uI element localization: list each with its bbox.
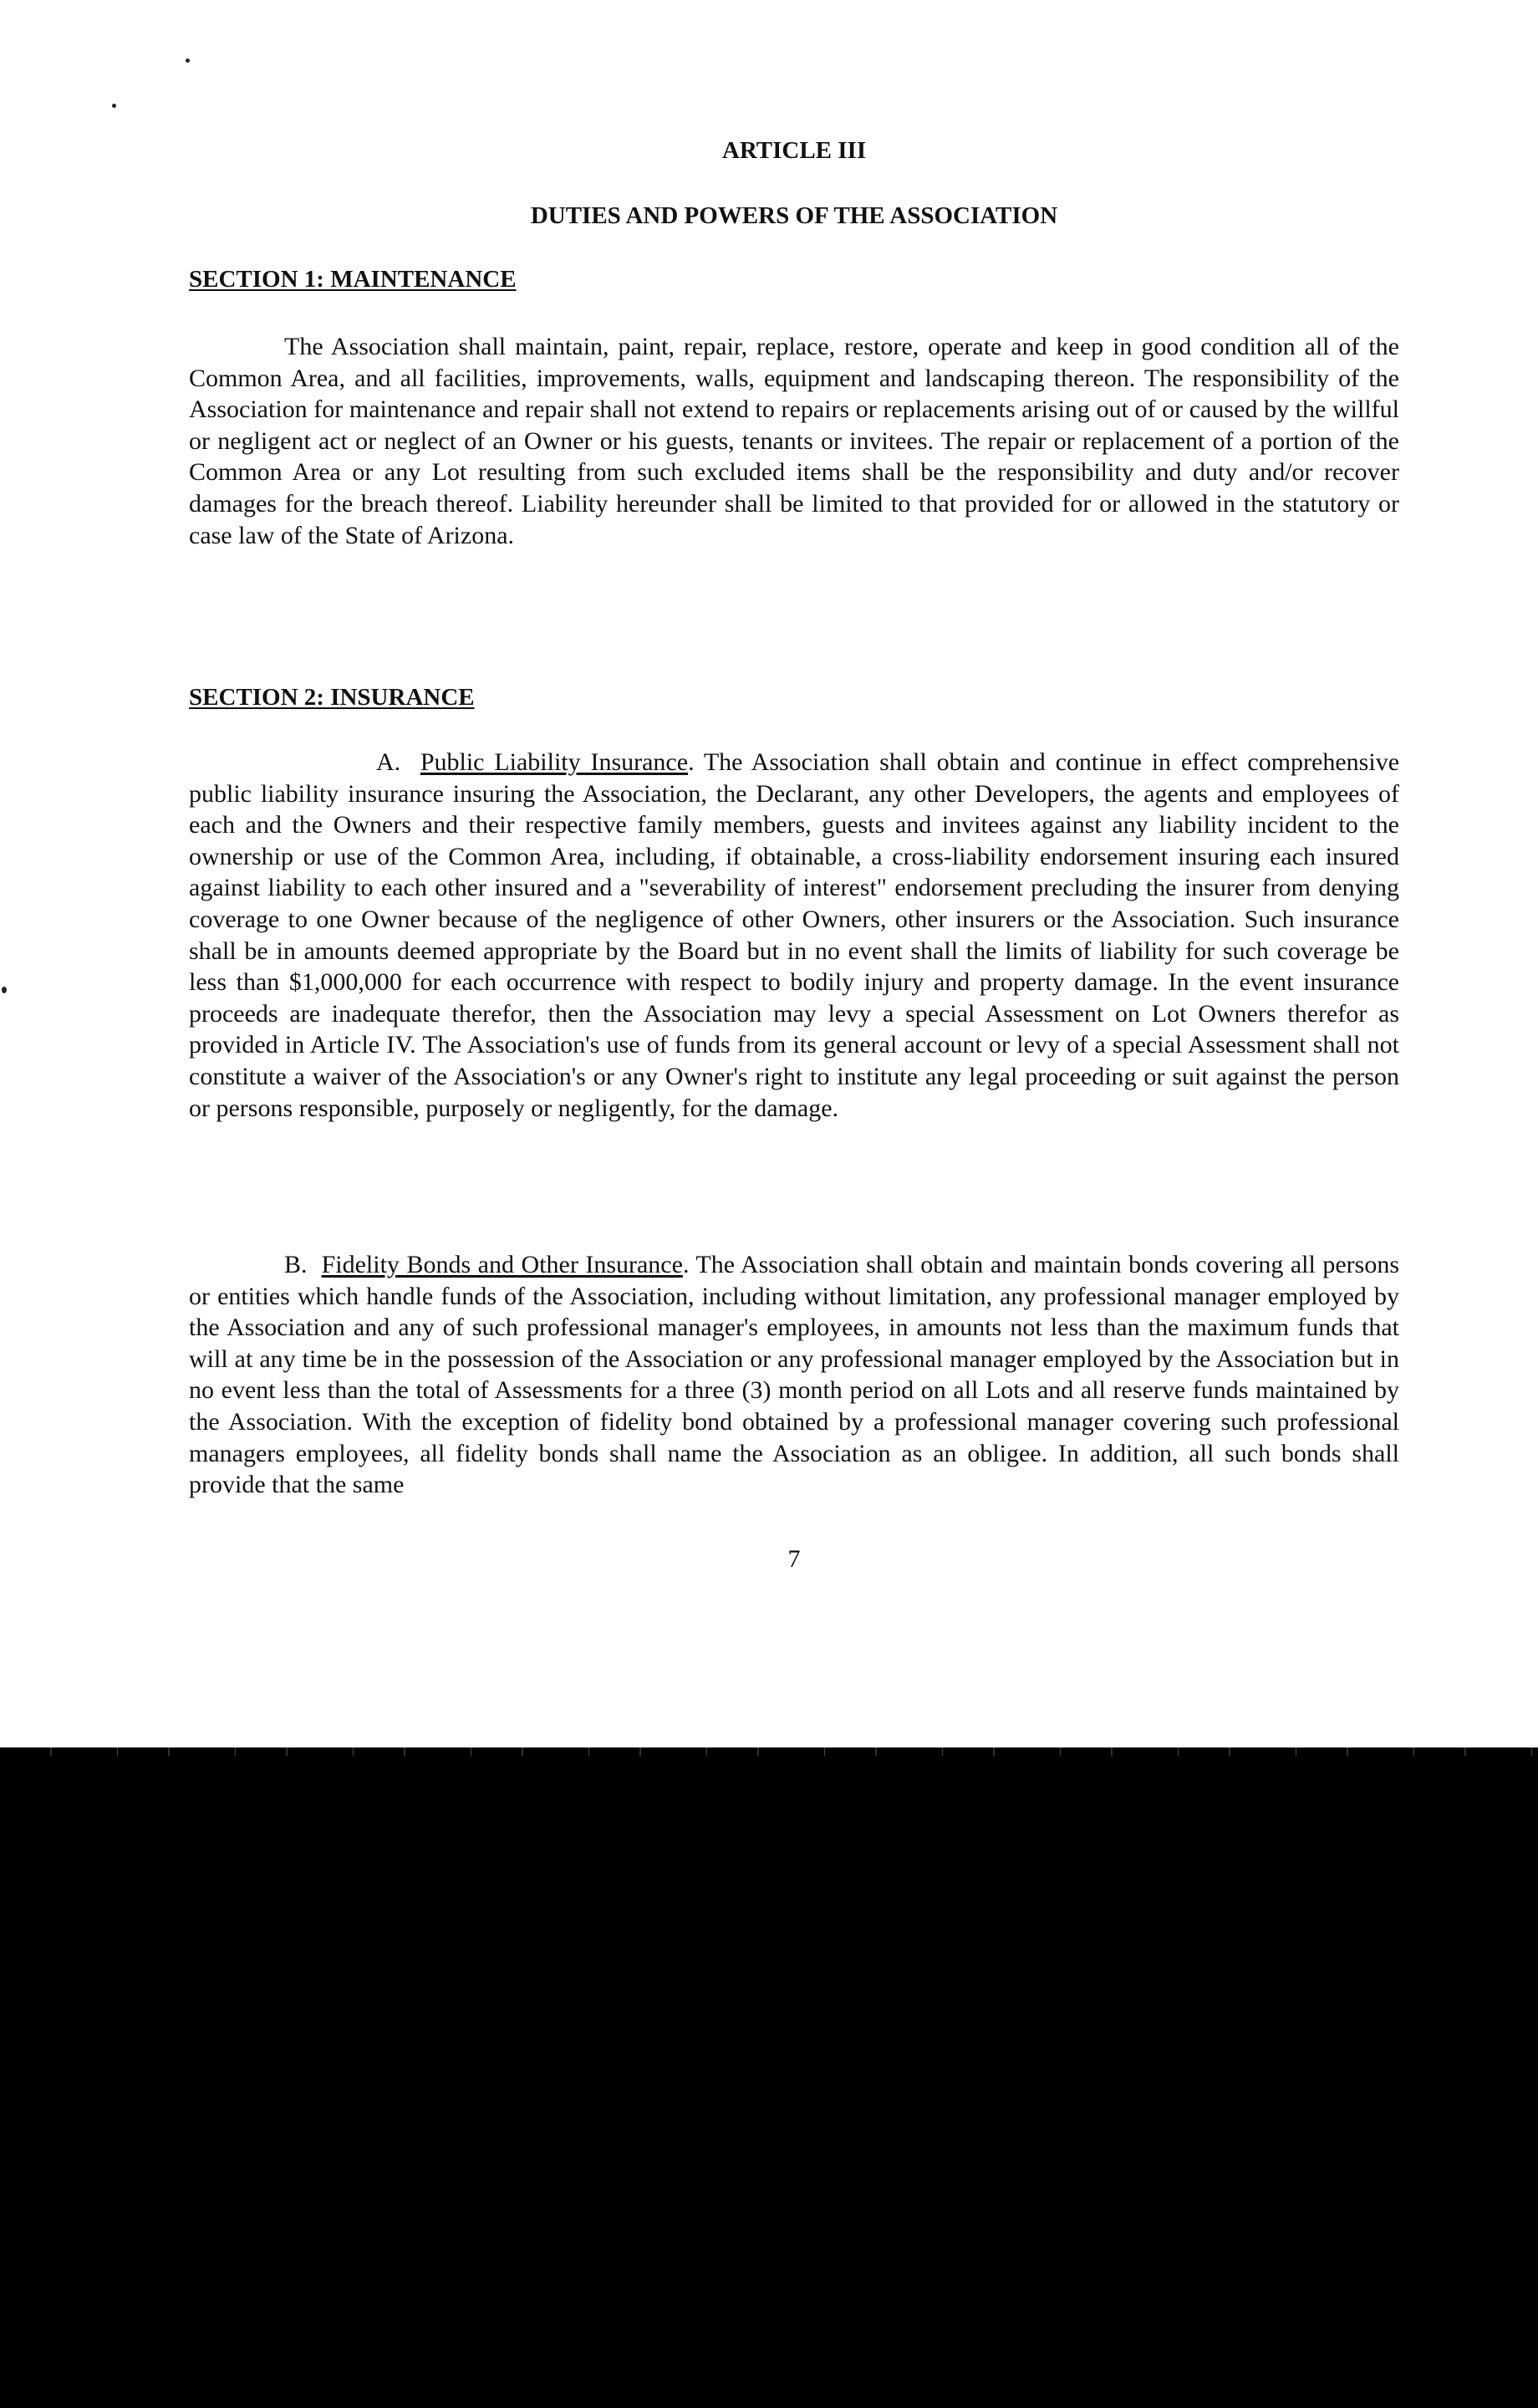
subsection-marker-b: B. [284, 1251, 308, 1278]
article-subtitle: DUTIES AND POWERS OF THE ASSOCIATION [530, 202, 1058, 229]
scan-edge-line [0, 1747, 1538, 1756]
maintenance-paragraph: The Association shall maintain, paint, repair, replace, restore, operate and keep in good condition all of the Common Area, and all facilities, improvements, walls, equipment and landscaping thereon. The responsibility of the Association for maintenance and repair shall not extend to repairs or replacements arising out of or caused by the willful or negligent act or neglect of an Owner or his guests, tenants or invitees. The repair or replacement of a portion of the Common Area or any Lot resulting from such excluded items shall be the responsibility and duty and/or recover damages for the breach thereof. Liability hereunder shall be limited to that provided for or allowed in the statutory or case law of the State of Arizona. [189, 333, 1399, 549]
scan-black-margin [0, 1747, 1538, 2408]
subsection-marker-a: A. [376, 748, 401, 776]
page-number: 7 [787, 1545, 801, 1573]
fidelity-bonds-paragraph [189, 1249, 1399, 1501]
scan-speck [186, 59, 190, 63]
public-liability-text: . The Association shall obtain and continue in effect comprehensive public liability insurance insuring the Association, the Declarant, any other Developers, the agents and employees of each and the Owners and their respective family members, guests and invitees against any liability incident to the ownership or use of the Common Area, including, if obtainable, a cross-liability endorsement insuring each insured against liability to each other insured and a "severability of interest" endorsement precluding the insurer from denying coverage to one Owner because of the negligence of other Owners, other insurers or the Association. Such insurance shall be in amounts deemed appropriate by the Board but in no event shall the limits of liability for such coverage be less than $1,000,000 for each occurrence with respect to bodily injury and property damage. In the event insurance proceeds are inadequate therefor, then the Association may levy a special Assessment on Lot Owners therefor as provided in Article IV. The Association's use of funds from its general account or levy of a special Assessment shall not constitute a waiver of the Association's or any Owner's right to institute any legal proceeding or suit against the person or persons responsible, purposely or negligently, for the damage. [189, 748, 1400, 1122]
fidelity-bonds-text: . The Association shall obtain and maintain bonds covering all persons or entities which handle funds of the Association, including without limitation, any professional manager employed by the Association and any of such professional manager's employees, in amounts not less than the maximum funds that will at any time be in the possession of the Association or any professional manager employed by the Association but in no event less than the total of Assessments for a three (3) month period on all Lots and all reserve funds maintained by the Association. With the exception of fidelity bond obtained by a professional manager covering such professional managers employees, all fidelity bonds shall name the Association as an obligee. In addition, all such bonds shall provide that the same [189, 1251, 1400, 1499]
public-liability-paragraph [189, 747, 1399, 1124]
section-heading-insurance: SECTION 2: INSURANCE [189, 684, 475, 711]
subsection-title-fidelity-bonds: Fidelity Bonds and Other Insurance [321, 1251, 683, 1278]
article-title: ARTICLE III [721, 137, 867, 164]
section-heading-maintenance: SECTION 1: MAINTENANCE [189, 266, 517, 293]
scan-speck [2, 987, 7, 993]
scan-speck [112, 104, 116, 108]
subsection-title-public-liability: Public Liability Insurance [420, 748, 689, 776]
